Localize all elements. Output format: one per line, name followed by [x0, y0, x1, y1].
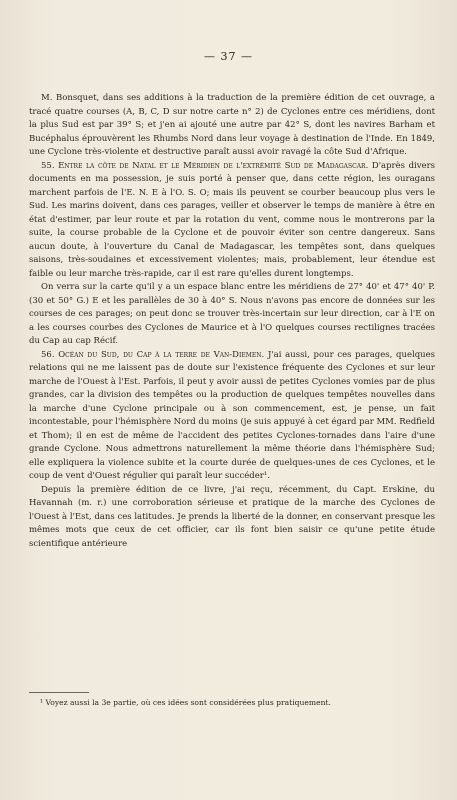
section-heading-56: 56. Océan du Sud, du Cap à la terre de Van-Diemen.	[41, 349, 265, 360]
body-text	[29, 92, 435, 551]
paragraph-2-text: D'après divers documents en ma possession, je suis porté à penser que, dans cette région, les ouragans marchent parfois de l'E. N. E à l'O. S. O; mais ils peuvent se courber beaucoup plus vers le Sud. Les marins doivent, dans ces parages, veiller et observer le temps de manière à être en état d'estimer, par leur route et par la rotation du vent, comme nous le montrerons par la suite, la course probable de la Cyclone et de pouvoir éviter son centre dangereux. Sans aucun doute, à l'ouverture du Canal de Madagascar, les tempêtes sont, dans quelques saisons, très-soudaines et excessivement violentes; mais, probablement, leur étendue est faible ou leur marche très-rapide, car il est rare qu'elles durent longtemps.	[29, 160, 435, 279]
footnote-divider	[29, 692, 89, 693]
section-heading-55: 55. Entre la côte de Natal et le Méridien de l'extrémité Sud de Madagascar.	[41, 160, 369, 171]
paragraph-1-text: M. Bonsquet, dans ses additions à la traduction de la première édition de cet ouvrage, a tracé quatre courses (A, B, C, D sur notre carte n° 2) de Cyclones entre ces méridiens, dont la plus Sud est par 39° S; et j'en ai ajouté une autre par 42° S, dont les navires Barham et Bucéphalus éprouvèrent les Rhumbs Nord dans leur voyage à destination de l'Inde. En 1849, une Cyclone très-violente et destructive paraît aussi avoir ravagé la côte Sud d'Afrique.	[29, 93, 435, 157]
paragraph-1	[29, 92, 435, 160]
paragraph-3-text: On verra sur la carte qu'il y a un espace blanc entre les méridiens de 27° 40' et 47° 40' P. (30 et 50° G.) E et les parallèles de 30 à 40° S. Nous n'avons pas encore de données sur les courses de ces parages; on peut donc se trouver très-incertain sur leur direction, car à l'E on a les courses courbes des Cyclones de Maurice et à l'O quelques courses rectilignes tracées du Cap au cap Récif.	[29, 282, 435, 346]
footnote: ¹ Voyez aussi la 3e partie, où ces idées sont considérées plus pratiquement.	[40, 698, 331, 707]
page-number: — 37 —	[204, 50, 253, 63]
paragraph-5-text: Depuis la première édition de ce livre, j'ai reçu, récemment, du Capt. Erskine, du Havannah (m. r.) une corroboration sérieuse et pratique de la marche des Cyclones de l'Ouest à l'Est, dans ces latitudes. Je prends la liberté de la donner, en conservant presque les mêmes mots que ceux de cet officier, car ils font bien saisir ce qu'une petite étude scientifique antérieure	[29, 484, 435, 549]
paragraph-2	[29, 160, 435, 282]
paragraph-3	[29, 281, 435, 349]
paragraph-5	[29, 484, 435, 552]
paragraph-4-text: J'ai aussi, pour ces parages, quelques relations qui ne me laissent pas de doute sur l'existence fréquente des Cyclones et sur leur marche de l'Ouest à l'Est. Parfois, il peut y avoir aussi de petites Cyclones vomies par de plus grandes, car la division des tempêtes ou la production de quelques tempêtes nouvelles dans la marche d'une Cyclone principale ou à son commencement, est, je pense, un fait incontestable, pour l'hémisphère Nord du moins (je suis appuyé à cet égard par MM. Redfield et Thom); il en est de même de l'accident des petites Cyclones-tornades dans l'aire d'une grande Cyclone. Nous admettrons naturellement la même théorie dans l'hémisphère Sud; elle expliquera la violence subite et la courte durée de quelques-unes de ces Cyclones, et le coup de vent d'Ouest régulier qui paraît leur succéder¹.	[29, 349, 436, 481]
paragraph-4	[29, 349, 435, 484]
